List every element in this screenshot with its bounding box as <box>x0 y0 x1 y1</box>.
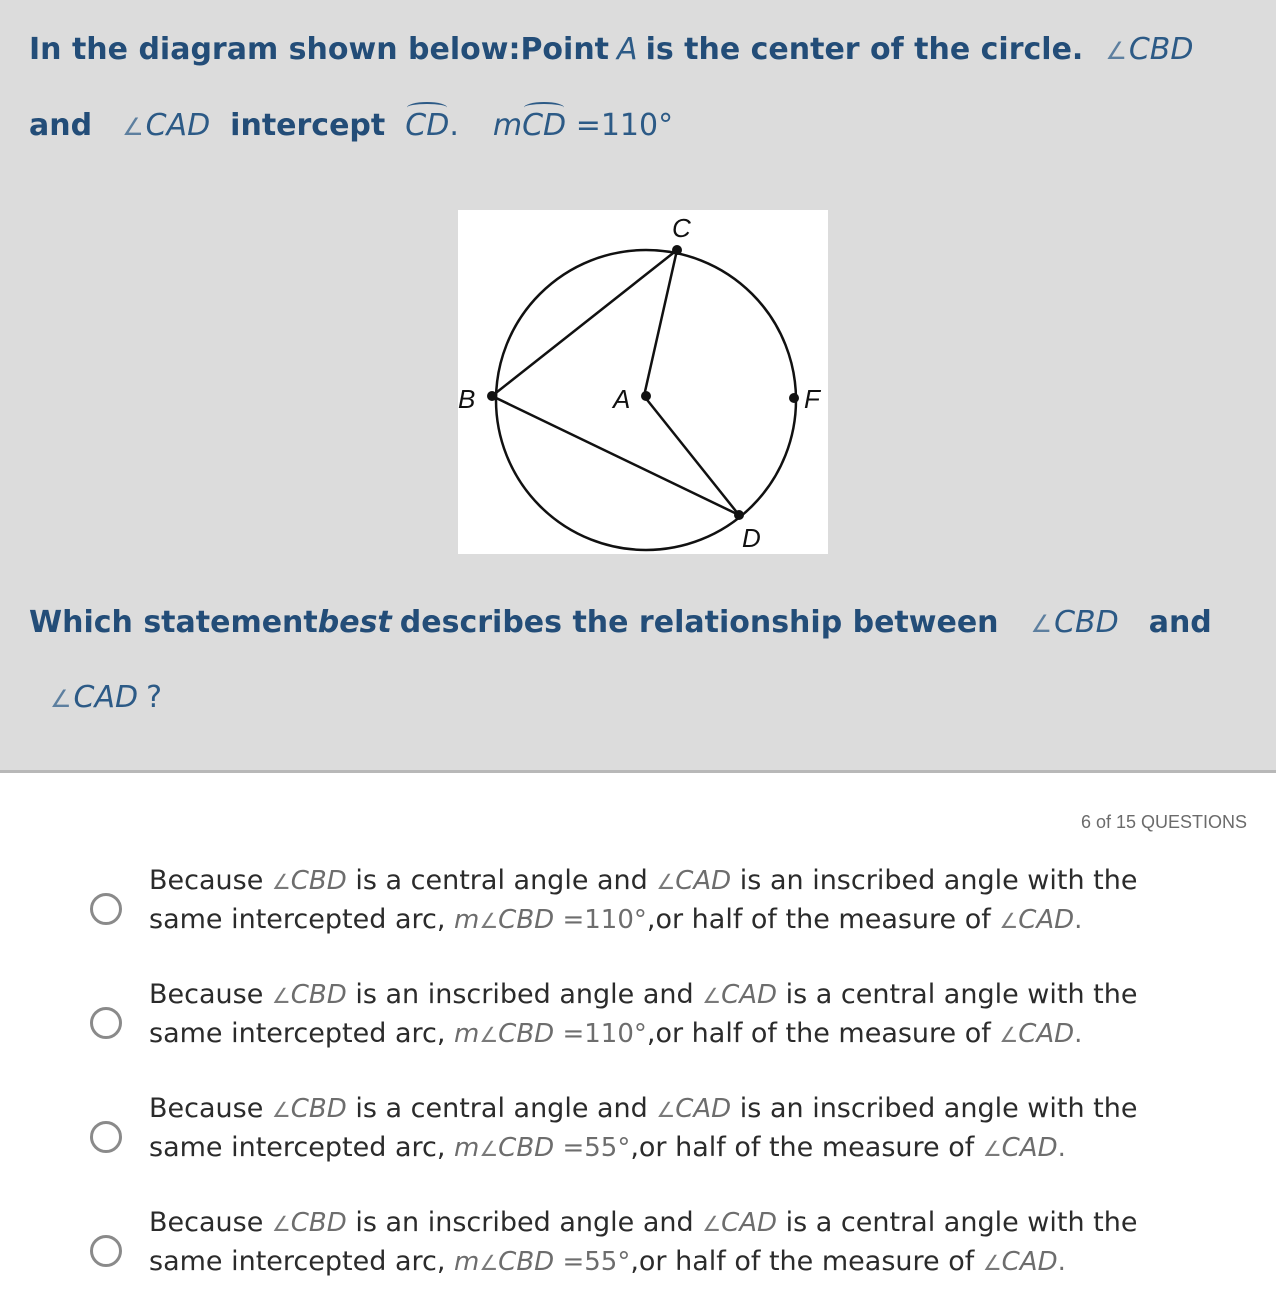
label-c: C <box>672 213 691 243</box>
angle-symbol-icon: ∠ <box>982 1137 1002 1161</box>
angle-name: CAD <box>721 1208 778 1238</box>
option-phrase: is an inscribed angle with the <box>739 865 1138 896</box>
option-angle <box>656 866 731 896</box>
option-phrase: is a central angle and <box>355 1093 648 1124</box>
option-text <box>149 1204 1259 1282</box>
option-phrase: is an inscribed angle and <box>355 1207 694 1238</box>
option-angle <box>702 980 777 1010</box>
answer-option-4[interactable] <box>90 1204 1250 1284</box>
option-phrase: is a central angle with the <box>785 979 1138 1010</box>
angle-cbd <box>1105 32 1193 67</box>
option-angle <box>983 1247 1066 1277</box>
option-phrase: same intercepted arc, <box>149 1132 446 1163</box>
option-line-1 <box>149 862 1259 901</box>
angle-name: CBD <box>498 1247 555 1277</box>
angle-name: CBD <box>290 866 347 896</box>
center-point-label: A <box>617 32 638 67</box>
angle-name: CBD <box>1128 32 1194 67</box>
question-line-2 <box>29 108 673 143</box>
angle-symbol-icon: ∠ <box>656 1098 676 1122</box>
point-c <box>672 245 682 255</box>
option-angle <box>272 1208 347 1238</box>
answer-option-3[interactable] <box>90 1090 1250 1170</box>
angle-symbol-icon: ∠ <box>271 984 291 1008</box>
option-phrase: ,or half of the measure of <box>646 904 991 935</box>
prompt-line-2 <box>50 680 162 715</box>
measure-value: =110° <box>562 1019 647 1049</box>
option-line-2 <box>149 1243 1259 1282</box>
option-text <box>149 1090 1259 1168</box>
angle-name: CAD <box>145 108 211 143</box>
arc-measure <box>493 108 673 143</box>
measure-value: =55° <box>562 1247 631 1277</box>
measure-value: =55° <box>562 1133 631 1163</box>
angle-name: CBD <box>290 1208 347 1238</box>
angle-symbol-icon: ∠ <box>1030 610 1053 638</box>
option-phrase: same intercepted arc, <box>149 904 446 935</box>
prompt-question-mark: ? <box>146 680 163 715</box>
angle-symbol-icon: ∠ <box>50 685 72 713</box>
option-word: Because <box>149 1093 264 1124</box>
period: . <box>1057 1247 1066 1277</box>
angle-symbol-icon: ∠ <box>479 1137 499 1161</box>
measure-prefix: m <box>454 1019 480 1049</box>
option-angle <box>656 1094 731 1124</box>
angle-name: CAD <box>675 1094 732 1124</box>
question-line-1 <box>29 32 1193 67</box>
angle-symbol-icon: ∠ <box>479 1023 499 1047</box>
angle-name: CBD <box>498 905 555 935</box>
option-line-1 <box>149 976 1259 1015</box>
option-angle <box>702 1208 777 1238</box>
option-phrase: is a central angle with the <box>785 1207 1138 1238</box>
angle-symbol-icon: ∠ <box>479 909 499 933</box>
label-b: B <box>458 384 476 414</box>
angle-symbol-icon: ∠ <box>702 984 722 1008</box>
angle-name: CBD <box>498 1019 555 1049</box>
angle-name: CAD <box>675 866 732 896</box>
option-phrase: ,or half of the measure of <box>630 1246 975 1277</box>
option-text <box>149 976 1259 1054</box>
option-text <box>149 862 1259 940</box>
measure-value: =110° <box>562 905 647 935</box>
angle-symbol-icon: ∠ <box>271 870 291 894</box>
measure-prefix: m <box>454 905 480 935</box>
angle-name: CAD <box>1018 1019 1075 1049</box>
option-measure <box>454 1019 647 1049</box>
arc-period: . <box>449 108 459 143</box>
label-d: D <box>742 523 761 553</box>
radio-button[interactable] <box>90 893 122 925</box>
angle-name: CBD <box>498 1133 555 1163</box>
angle-name: CBD <box>1054 605 1119 640</box>
angle-symbol-icon: ∠ <box>999 1023 1019 1047</box>
radio-button[interactable] <box>90 1007 122 1039</box>
option-line-2 <box>149 901 1259 940</box>
prompt-text: Which statement <box>29 605 318 640</box>
option-phrase: ,or half of the measure of <box>630 1132 975 1163</box>
arc-cd <box>405 108 459 143</box>
intercept-word: intercept <box>230 108 386 143</box>
option-measure <box>454 905 647 935</box>
radio-button[interactable] <box>90 1235 122 1267</box>
option-phrase: same intercepted arc, <box>149 1246 446 1277</box>
option-measure <box>454 1247 630 1277</box>
point-b <box>487 391 497 401</box>
prompt-and: and <box>1148 605 1212 640</box>
option-angle <box>272 866 347 896</box>
radio-button[interactable] <box>90 1121 122 1153</box>
point-d <box>734 510 744 520</box>
radius-ad <box>644 396 739 515</box>
option-angle <box>999 1019 1082 1049</box>
label-a: A <box>613 384 631 414</box>
circle-diagram <box>458 210 828 554</box>
question-text: In the diagram shown below:Point <box>29 32 610 67</box>
option-line-2 <box>149 1015 1259 1054</box>
option-phrase: is a central angle and <box>355 865 648 896</box>
period: . <box>1074 905 1083 935</box>
period: . <box>1074 1019 1083 1049</box>
angle-symbol-icon: ∠ <box>122 113 144 141</box>
prompt-angle-cad <box>50 680 138 715</box>
question-text: is the center of the circle. <box>645 32 1084 67</box>
option-word: Because <box>149 865 264 896</box>
option-measure <box>454 1133 630 1163</box>
option-phrase: same intercepted arc, <box>149 1018 446 1049</box>
option-angle <box>272 980 347 1010</box>
angle-symbol-icon: ∠ <box>702 1212 722 1236</box>
and-word: and <box>29 108 93 143</box>
option-angle <box>983 1133 1066 1163</box>
option-phrase: ,or half of the measure of <box>646 1018 991 1049</box>
angle-name: CBD <box>290 980 347 1010</box>
prompt-angle-cbd <box>1031 605 1119 640</box>
option-word: Because <box>149 979 264 1010</box>
period: . <box>1057 1133 1066 1163</box>
angle-name: CAD <box>1001 1247 1058 1277</box>
option-angle <box>272 1094 347 1124</box>
angle-symbol-icon: ∠ <box>271 1212 291 1236</box>
angle-symbol-icon: ∠ <box>656 870 676 894</box>
arc-symbol: CD <box>522 108 567 143</box>
angle-symbol-icon: ∠ <box>999 909 1019 933</box>
answer-option-2[interactable] <box>90 976 1250 1056</box>
angle-name: CBD <box>290 1094 347 1124</box>
prompt-line-1 <box>29 605 1212 640</box>
answer-option-1[interactable] <box>90 862 1250 942</box>
option-line-1 <box>149 1204 1259 1243</box>
angle-name: CAD <box>721 980 778 1010</box>
arc-measure-value: =110° <box>575 108 674 143</box>
measure-prefix: m <box>454 1247 480 1277</box>
question-counter: 6 of 15 QUESTIONS <box>1080 812 1247 832</box>
angle-symbol-icon: ∠ <box>479 1251 499 1275</box>
option-line-2 <box>149 1129 1259 1168</box>
arc-symbol: CD <box>405 108 450 143</box>
angle-symbol-icon: ∠ <box>271 1098 291 1122</box>
measure-prefix: m <box>492 108 523 143</box>
option-angle <box>999 905 1082 935</box>
label-f: F <box>804 384 820 414</box>
option-line-1 <box>149 1090 1259 1129</box>
option-phrase: is an inscribed angle and <box>355 979 694 1010</box>
option-phrase: is an inscribed angle with the <box>739 1093 1138 1124</box>
angle-name: CAD <box>1001 1133 1058 1163</box>
point-a <box>641 391 651 401</box>
angle-name: CAD <box>73 680 139 715</box>
measure-prefix: m <box>454 1133 480 1163</box>
angle-symbol-icon: ∠ <box>982 1251 1002 1275</box>
angle-name: CAD <box>1018 905 1075 935</box>
option-word: Because <box>149 1207 264 1238</box>
prompt-text: describes the relationship between <box>399 605 999 640</box>
prompt-emphasis: best <box>317 605 392 640</box>
angle-cad <box>122 108 210 143</box>
angle-symbol-icon: ∠ <box>1105 37 1127 65</box>
point-f <box>789 393 799 403</box>
